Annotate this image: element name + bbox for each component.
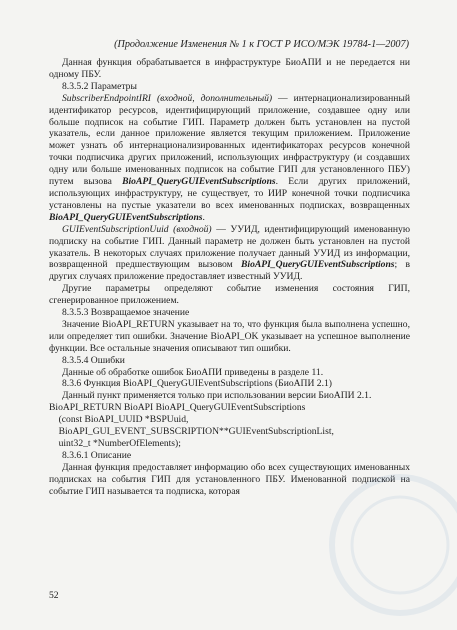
paragraph-applicability: Данный пункт применяется только при использовании версии БиоАПИ 2.1. — [62, 390, 372, 402]
code-line-1: BioAPI_RETURN BioAPI BioAPI_QueryGUIEventSubscriptions — [49, 402, 306, 414]
paragraph-errors: Данные об обработке ошибок БиоАПИ приведены в разделе 11. — [62, 366, 324, 378]
param-name-subscriber-endpoint: SubscriberEndpointIRI (входной, дополнительный) — [62, 92, 273, 104]
function-ref: BioAPI_QueryGUIEventSubscriptions — [122, 176, 276, 188]
text-fragment: — интернационализированный идентификатор ресурсов, идентифицирующий приложение, создавшее одну или больше подписок на событие ГИП. Параметр должен быть установлен на пустой указатель, если данное приложение является текущим приложением. Приложение может узнать об интернационализированных идентификаторах ресурсов конечной точки подписчика других приложений, использующих инфраструктуру (и создавших одну или больше именованных подписок на событие ГИП для установленного ПБУ) путем вызова — [49, 92, 411, 188]
page-number: 52 — [49, 590, 59, 601]
heading-8-3-5-3: 8.3.5.3 Возвращаемое значение — [62, 307, 190, 319]
body-text — [49, 57, 410, 498]
heading-8-3-6-1: 8.3.6.1 Описание — [62, 449, 132, 461]
paragraph-gui-subscription-uuid — [49, 224, 410, 284]
function-ref: BioAPI_QueryGUIEventSubscriptions — [49, 211, 203, 223]
text-fragment: . Если других приложений, использующих инфраструктуру, не существует, то ИИР конечной точки подписчика установлены на пустые указатели во всех именованных подписках, возвращенных — [49, 176, 410, 211]
param-name-gui-subscription-uuid: GUIEventSubscriptionUuid (входной) — [62, 223, 212, 235]
code-line-4: uint32_t *NumberOfElements); — [49, 438, 181, 449]
code-line-2: (const BioAPI_UUID *BSPUuid, — [49, 414, 189, 426]
paragraph-intro: Данная функция обрабатывается в инфраструктуре БиоАПИ и не передается ни одному ПБУ. — [49, 57, 410, 80]
text-fragment: ; в других случаях приложение предоставляет известный УУИД. — [49, 259, 410, 283]
code-line-3: BioAPI_GUI_EVENT_SUBSCRIPTION**GUIEventSubscriptionList, — [49, 426, 334, 438]
text-fragment: — УУИД, идентифицирующий именованную подписку на событие ГИП. Данный параметр не должен быть установлен на пустой указатель. В некоторых случаях приложение получает данный УУИД из информации, возвращенной предшествующим вызовом — [49, 223, 411, 271]
paragraph-description: Данная функция предоставляет информацию обо всех существующих именованных подписках на события ГИП для установленного ПБУ. Именованной подпиской на событие ГИП называется та подписка, которая — [49, 461, 410, 497]
running-header: (Продолжение Изменения № 1 к ГОСТ Р ИСО/МЭК 19784-1—2007) — [114, 39, 409, 50]
paragraph-other-params: Другие параметры определяют событие изменения состояния ГИП, сгенерированное приложением. — [49, 283, 410, 307]
heading-8-3-6: 8.3.6 Функция BioAPI_QueryGUIEventSubscriptions (БиоАПИ 2.1) — [62, 378, 332, 390]
paragraph-return-value: Значение BioAPI_RETURN указывает на то, что функция была выполнена успешно, или определяет тип ошибки. Значение BioAPI_OK указывает на успешное выполнение функции. Все остальные значения описывают тип ошибки. — [49, 318, 410, 354]
heading-8-3-5-4: 8.3.5.4 Ошибки — [62, 354, 125, 366]
paragraph-subscriber-endpoint — [49, 93, 410, 224]
function-ref: BioAPI_QueryGUIEventSubscriptions — [241, 259, 395, 271]
text-fragment: . — [202, 211, 205, 223]
heading-8-3-5-2: 8.3.5.2 Параметры — [62, 80, 137, 92]
